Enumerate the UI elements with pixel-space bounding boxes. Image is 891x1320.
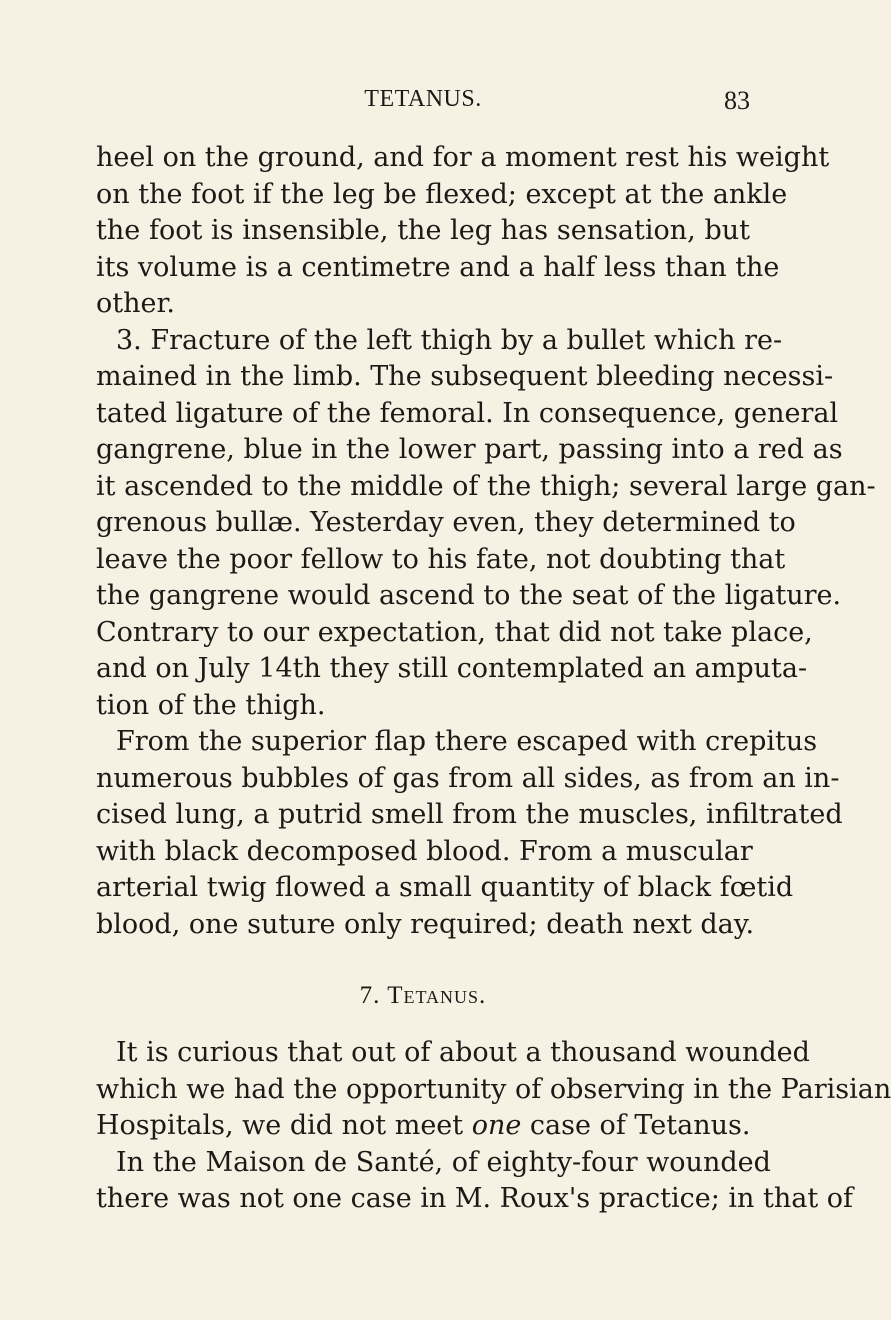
text-line: It is curious that out of about a thousand wounded [116, 1037, 810, 1068]
text-line: the foot is insensible, the leg has sensation, but [96, 215, 750, 246]
text-line: gangrene, blue in the lower part, passing into a red as [96, 434, 843, 465]
text-line: leave the poor fellow to his fate, not doubting that [96, 543, 786, 575]
text-line: Contrary to our expectation, that did not take place, [96, 616, 813, 648]
emphasis-text: one [471, 1110, 522, 1141]
paragraph-maison-de-sante [96, 1145, 854, 1218]
text-span: Hospitals, we did not meet [96, 1110, 472, 1141]
text-span: case of Tetanus. [521, 1110, 751, 1141]
text-line: From the superior flap there escaped with crepitus [116, 726, 818, 757]
text-line: its volume is a centimetre and a half less than the [96, 251, 780, 283]
page-header [96, 86, 750, 126]
text-line: on the foot if the leg be flexed; except at the ankle [96, 178, 788, 210]
section-heading [96, 979, 750, 1013]
text-line: 3. Fracture of the left thigh by a bullet which re- [116, 324, 783, 356]
text-line: grenous bullæ. Yesterday even, they determined to [96, 507, 796, 538]
text-line: blood, one suture only required; death next day. [96, 908, 755, 940]
paragraph-case-3 [96, 323, 876, 725]
text-line: and on July 14th they still contemplated an amputa- [96, 653, 808, 684]
paragraph-tetanus-intro [96, 1035, 891, 1145]
text-line: tion of the thigh. [96, 689, 326, 721]
paragraph-continued [96, 140, 830, 323]
text-line: the gangrene would ascend to the seat of the ligature. [96, 580, 842, 611]
page-number: 83 [724, 86, 750, 115]
text-line: In the Maison de Santé, of eighty-four wounded [116, 1146, 771, 1178]
paragraph-superior-flap [96, 724, 843, 943]
text-line: heel on the ground, and for a moment rest his weight [96, 142, 830, 173]
text-line: tated ligature of the femoral. In consequence, general [96, 397, 839, 429]
section-heading-text: 7. Tetanus. [359, 982, 487, 1009]
text-line: arterial twig flowed a small quantity of black fœtid [96, 872, 794, 903]
text-line: mained in the limb. The subsequent bleeding necessi- [96, 361, 834, 392]
text-line [96, 1108, 750, 1145]
page-body [96, 140, 891, 1218]
text-line: numerous bubbles of gas from all sides, as from an in- [96, 762, 840, 794]
text-line: with black decomposed blood. From a muscular [96, 835, 753, 867]
text-line: there was not one case in M. Roux's practice; in that of [96, 1183, 854, 1214]
running-title: TETANUS. [364, 86, 482, 112]
text-line: cised lung, a putrid smell from the muscles, infiltrated [96, 799, 843, 830]
text-line: it ascended to the middle of the thigh; several large gan- [96, 470, 876, 502]
text-line: other. [96, 288, 175, 319]
text-line: which we had the opportunity of observing in the Parisian [96, 1073, 891, 1105]
